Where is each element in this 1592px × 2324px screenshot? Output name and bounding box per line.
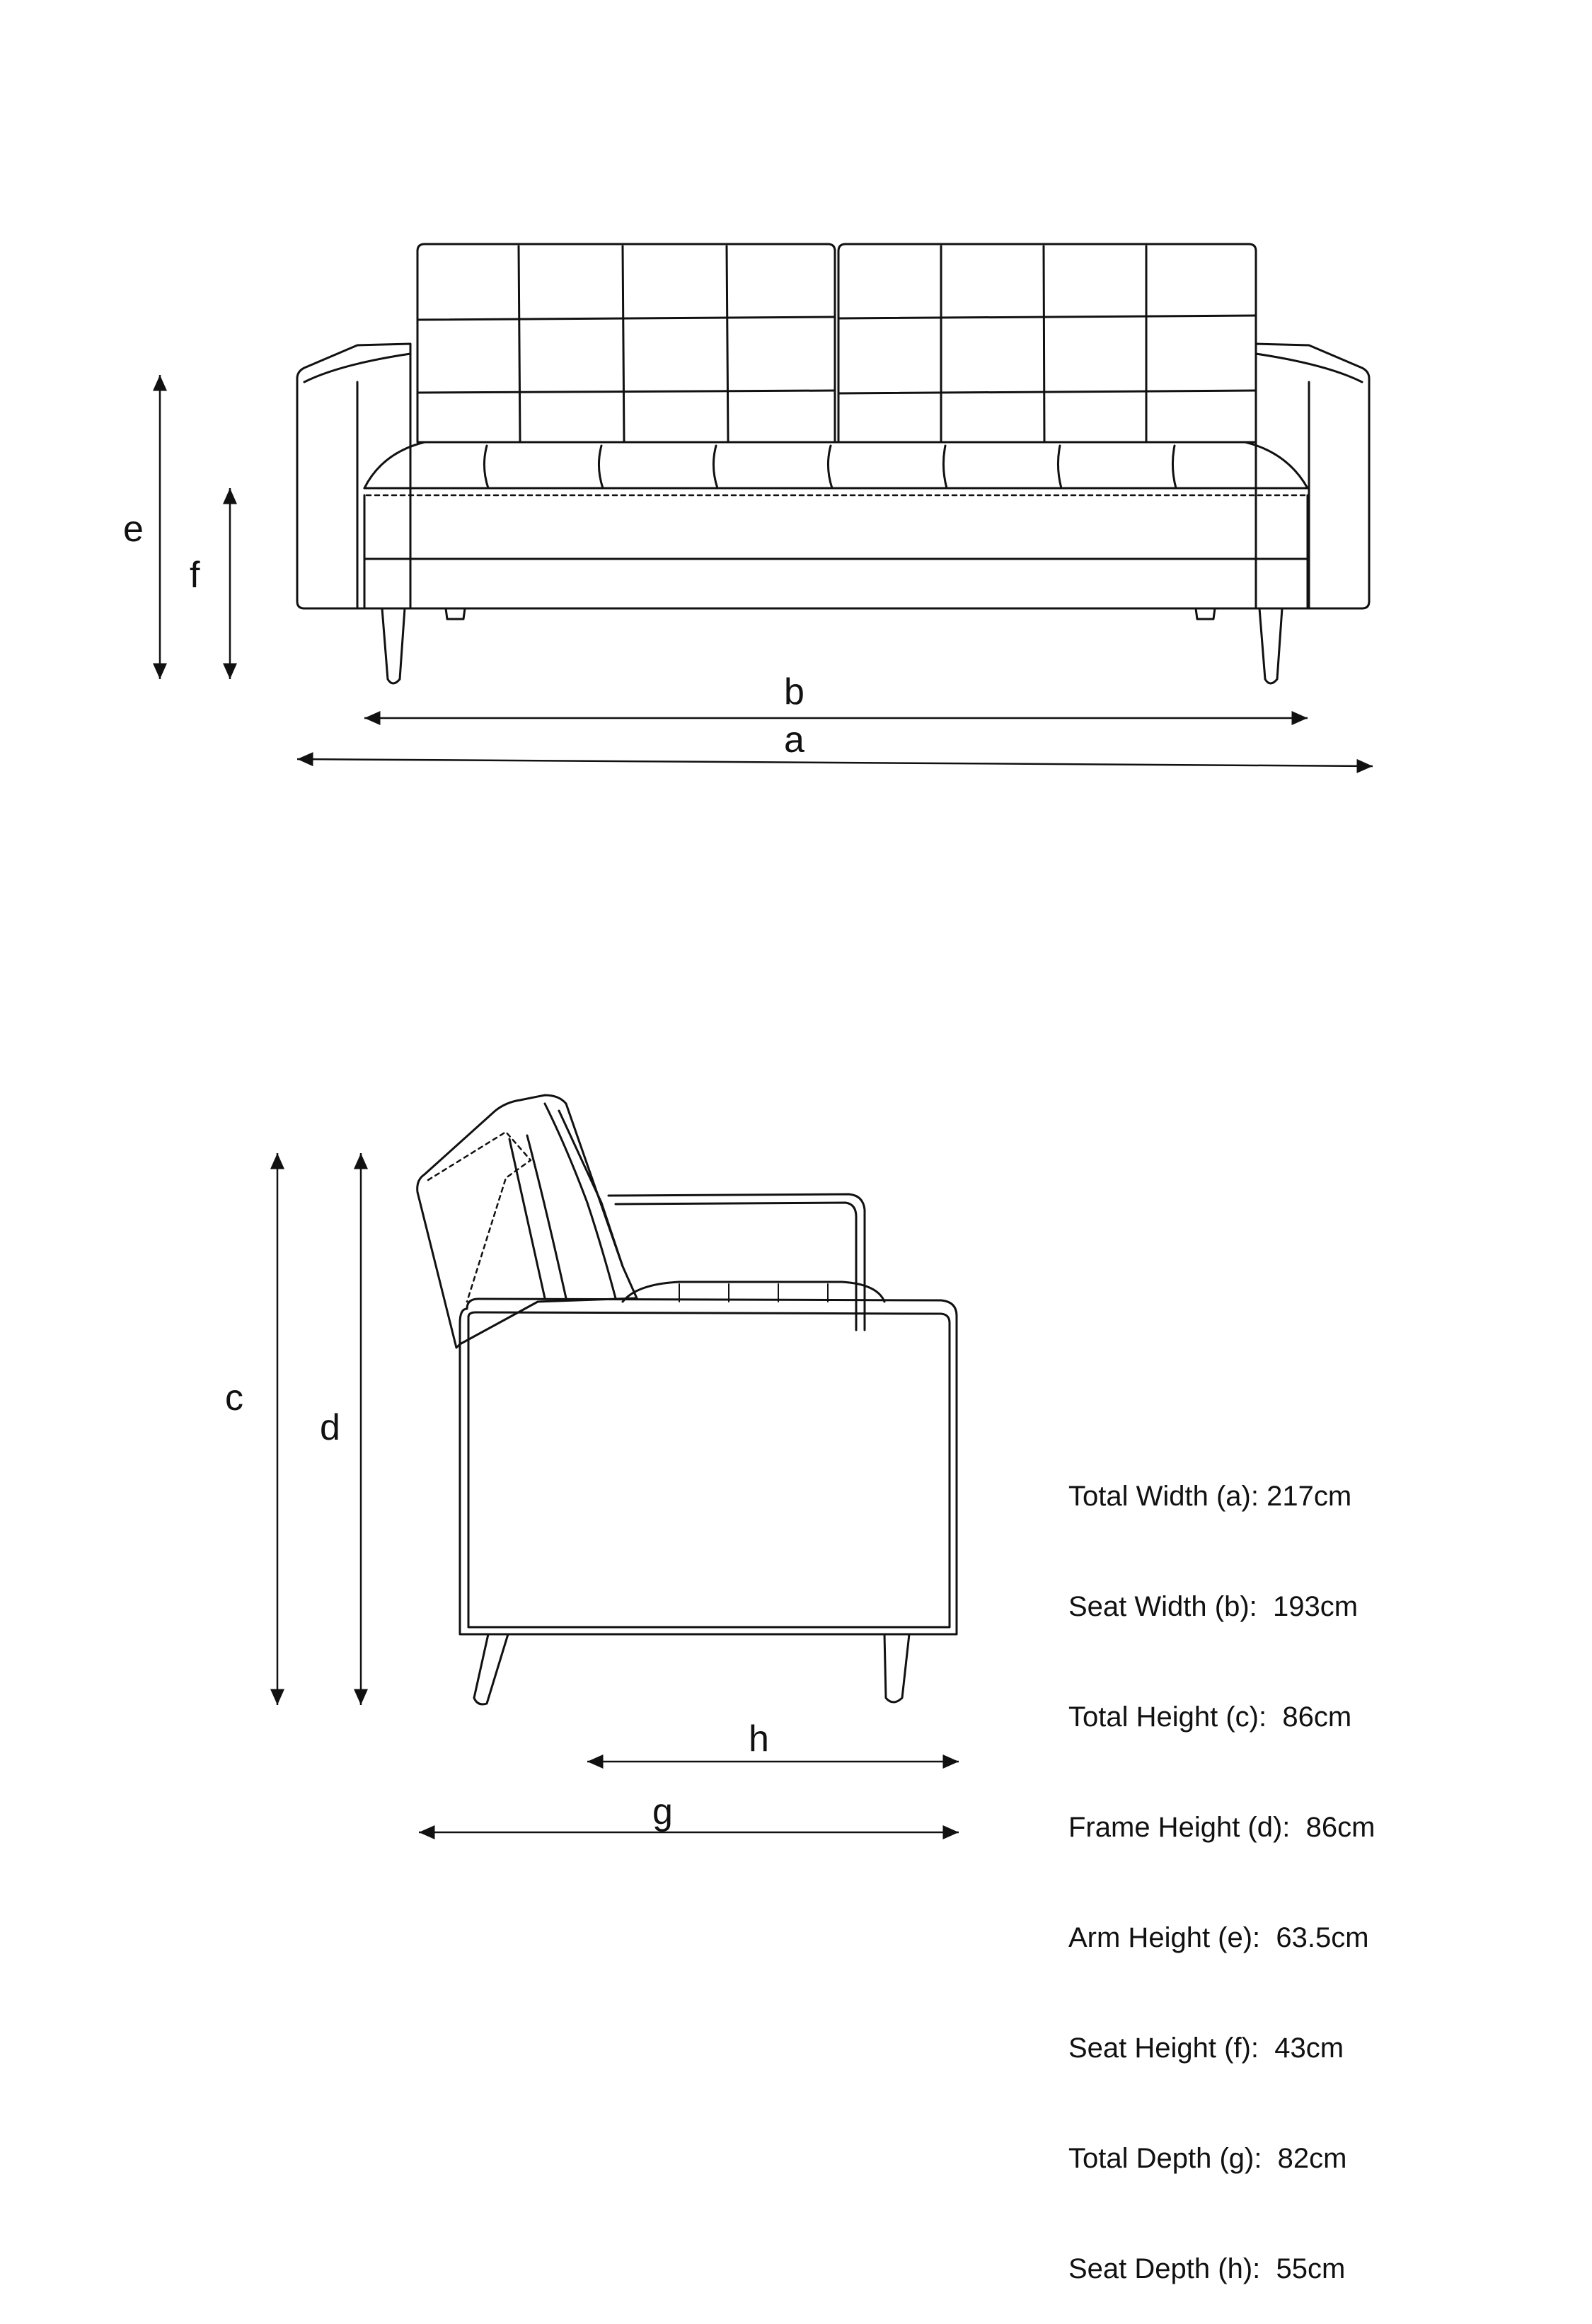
spec-seat-height: Seat Height (f): 43cm <box>1068 2033 1344 2064</box>
spec-frame-height: Frame Height (d): 86cm <box>1068 1812 1375 1843</box>
label-h: h <box>749 1718 769 1759</box>
label-c: c <box>225 1377 243 1418</box>
dimension-spec-list <box>1068 1404 1375 2324</box>
spec-seat-depth: Seat Depth (h): 55cm <box>1068 2253 1346 2284</box>
sofa-side-view <box>417 1095 957 1704</box>
arrow-a <box>297 759 1373 766</box>
spec-total-height: Total Height (c): 86cm <box>1068 1701 1352 1733</box>
label-d: d <box>320 1407 340 1448</box>
label-g: g <box>652 1791 673 1832</box>
label-e: e <box>123 509 144 550</box>
sofa-front-view <box>297 244 1369 683</box>
spec-arm-height: Arm Height (e): 63.5cm <box>1068 1922 1369 1953</box>
spec-seat-width: Seat Width (b): 193cm <box>1068 1591 1359 1622</box>
spec-total-depth: Total Depth (g): 82cm <box>1068 2143 1347 2174</box>
front-dimension-arrows <box>160 375 1373 766</box>
label-b: b <box>784 671 804 712</box>
label-f: f <box>190 555 200 596</box>
spec-total-width: Total Width (a): 217cm <box>1068 1481 1352 1512</box>
label-a: a <box>784 719 804 761</box>
